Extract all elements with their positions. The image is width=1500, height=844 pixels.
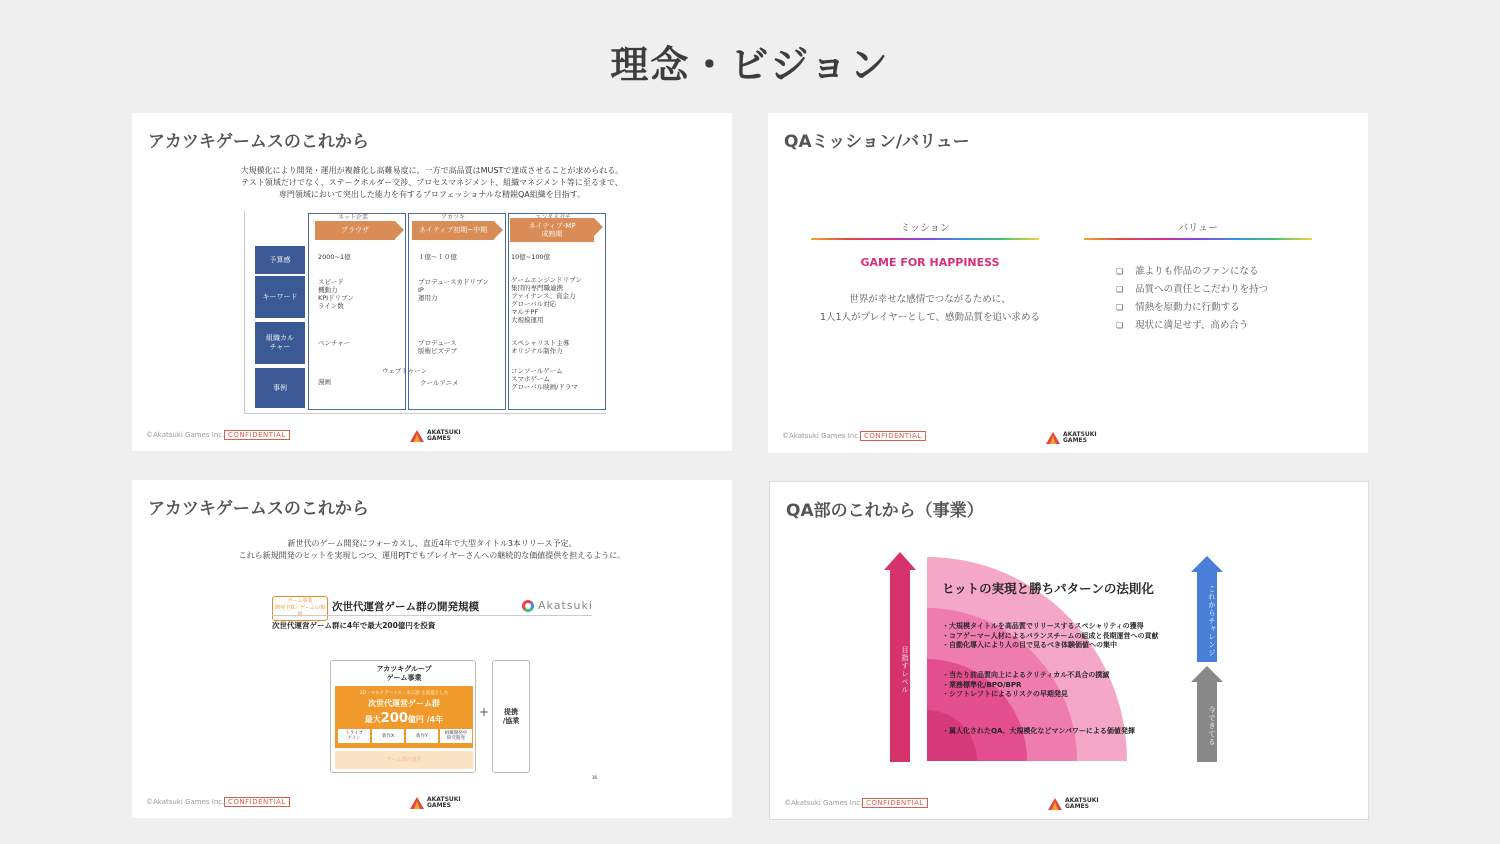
quarter-block-1: ・大規模タイトルを高品質でリリースするスペシャリティの獲得 ・コアゲーマー人材によるバランスチームの組成と長期運営への貢献 ・自動化導入により人の目で見るべき体験価値への集中 [942, 622, 1159, 649]
logo-line2: GAMES [427, 435, 451, 442]
akatsuki-games-logo [410, 797, 461, 809]
investment-amount [335, 711, 473, 726]
page-number: 36 [592, 775, 598, 780]
title-cells [338, 729, 472, 743]
logo-mark-icon [1046, 432, 1060, 444]
partnership-box: 提携 /協業 [492, 660, 530, 773]
confidential-badge: CONFIDENTIAL [860, 431, 926, 441]
arrow-label: 目指すレベル [890, 570, 910, 762]
arrow-up-icon [1191, 666, 1223, 682]
cell-keywords: ゲームエンジンドリブン 集団的専門職連携 ファイナンス、資金力 グローバル対応 マルチPF 大規模運用 [511, 276, 582, 324]
quarter-block-2: ・当たり前品質向上によるクリティカル不具合の撲滅 ・業務標準化/BPO/BPR ・シフトレフトによるリスクの早期発見 [942, 671, 1110, 698]
value-text: 現状に満足せず、高め合う [1135, 320, 1249, 331]
cell-examples: コンソールゲーム スマホゲーム グローバル映画/ドラマ [511, 367, 578, 391]
checkbox-icon: ❏ [1116, 267, 1124, 276]
list-item [1116, 281, 1268, 299]
quarter-title: ヒットの実現と勝ちパターンの法則化 [942, 581, 1154, 596]
value-list [1116, 263, 1268, 335]
slide-akatsuki-future-2[interactable] [132, 480, 732, 818]
cell-budget: 2000~1億 [318, 253, 351, 261]
column-header: ネット企業 [337, 214, 368, 221]
logo-line1: AKATSUKI [1065, 797, 1099, 804]
mission-divider [811, 238, 1039, 240]
value-text: 誰よりも作品のファンになる [1135, 266, 1259, 277]
brand-text: Akatsuki [538, 599, 593, 612]
row-label-examples: 事例 [255, 368, 305, 408]
list-item [1116, 263, 1268, 281]
arrow-label: 今できてる [1197, 682, 1217, 762]
logo-line2: GAMES [1065, 803, 1089, 810]
cell-culture: ベンチャー [318, 339, 351, 347]
group-business-box [330, 660, 476, 773]
slide-title: アカツキゲームスのこれから [148, 499, 369, 519]
title-cell: トライブ ナイン [338, 729, 370, 743]
existing-ops-box: ゲーム既存運営 [335, 751, 473, 769]
section-heading: 次世代運営ゲーム群の開発規模 [332, 601, 479, 613]
cell-budget: １億〜１０億 [418, 253, 457, 261]
checkbox-icon: ❏ [1116, 321, 1124, 330]
slide-intro: 新世代のゲーム開発にフォーカスし、直近4年で大型タイトル3本リリース予定。 これら新規開発のヒットを実現しつつ、運用PJTでもプレイヤーさんへの継続的な価値提供を担えるように。 [238, 539, 626, 560]
stage-arrow: ブラウザ [315, 221, 395, 240]
target-level-arrow [890, 552, 910, 762]
akatsuki-games-logo [1048, 798, 1099, 810]
group-title: アカツキグループ ゲーム事業 [376, 665, 432, 682]
value-text: 情熱を原動力に行動する [1135, 302, 1240, 313]
mission-line: 1人1人がプレイヤーとして、感動品質を追い求める [819, 312, 1041, 323]
value-text: 品質への責任とこだわりを持つ [1135, 284, 1269, 295]
next-gen-note: 3D・マルチデバイス・多言語 を前提とした [359, 691, 449, 696]
amount-value: 200 [380, 711, 408, 726]
plus-icon: + [479, 705, 490, 719]
checkbox-icon: ❏ [1116, 303, 1124, 312]
mission-line: 世界が幸せな感情でつながるために、 [849, 294, 1011, 305]
investment-subheading: 次世代運営ゲーム群に4年で最大200億円を投資 [272, 621, 436, 630]
slide-qa-future-business[interactable] [769, 481, 1369, 820]
title-cell: 新作Y [406, 729, 438, 743]
challenge-arrow [1197, 556, 1217, 662]
heading-divider [272, 615, 592, 616]
akatsuki-games-logo [410, 430, 461, 442]
copyright: ©Akatsuki Games Inc. [146, 798, 225, 806]
logo-line2: GAMES [1063, 437, 1087, 444]
quarter-block-3: ・属人化されたQA、大規模化などマンパワーによる価値発揮 [942, 727, 1135, 735]
row-label-budget: 予算感 [255, 246, 305, 274]
logo-line1: AKATSUKI [427, 429, 461, 436]
list-item [1116, 317, 1268, 335]
row-label-culture: 組織カル チャー [255, 322, 305, 364]
logo-line1: AKATSUKI [1063, 431, 1097, 438]
mission-statement: GAME FOR HAPPINESS [860, 256, 1000, 269]
value-divider [1084, 238, 1312, 240]
slide-intro: 大規模化により開発・運用が複雑化し高難易度に。一方で高品質はMUSTで達成させることが求められる。 テスト領域だけでなく、ステークホルダー交渉、プロセスマネジメント、組織マネジメント等に至るまで、 専門領域において突出した能力を有するプロフェッショナルな精鋭QA組織を目指す。 [240, 166, 624, 199]
row-label-keyword: キーワード [255, 276, 305, 318]
mission-description [810, 291, 1050, 327]
confidential-badge: CONFIDENTIAL [224, 797, 290, 807]
slide-title: アカツキゲームスのこれから [148, 132, 369, 152]
amount-prefix: 最大 [364, 715, 381, 724]
confidential-badge: CONFIDENTIAL [224, 430, 290, 440]
title-cell: 組織開発中 研究開発 [440, 729, 472, 743]
cell-examples: クールアニメ [420, 379, 459, 387]
stage-arrow: ネイティブ-MP 成熟期 [510, 218, 594, 242]
stage-arrow: ネイティブ初期~中期 [412, 221, 494, 240]
slide-title: QAミッション/バリュー [784, 132, 970, 152]
logo-line2: GAMES [427, 802, 451, 809]
value-label: バリュー [1178, 223, 1218, 234]
cell-culture: プロデュース 版権ビズデブ [418, 339, 457, 355]
amount-suffix: 億円 /4年 [407, 715, 444, 724]
confidential-badge: CONFIDENTIAL [862, 798, 928, 808]
cell-budget: 10億~100億 [511, 253, 551, 261]
checkbox-icon: ❏ [1116, 285, 1124, 294]
page-title: 理念・ビジョン [610, 43, 890, 87]
current-arrow [1197, 666, 1217, 762]
cell-keywords: プロデュースカドリブン IP 運用力 [418, 278, 489, 302]
akatsuki-ring-icon [522, 600, 534, 612]
akatsuki-brand [522, 599, 593, 612]
mission-label: ミッション [900, 223, 950, 234]
arrow-up-icon [1191, 556, 1223, 572]
next-gen-name: 次世代運営ゲーム群 [368, 699, 440, 708]
slide-title: QA部のこれから（事業） [786, 501, 984, 521]
cell-floating-example: ウェブトゥーン [382, 367, 427, 375]
title-cell: 新作X [372, 729, 404, 743]
cell-culture: スペシャリスト主導 オリジナル制作力 [511, 339, 570, 355]
logo-mark-icon [410, 430, 424, 442]
logo-mark-icon [410, 797, 424, 809]
arrow-label: これからチャレンジ [1197, 572, 1217, 662]
copyright: ©Akatsuki Games Inc. [782, 432, 861, 440]
logo-line1: AKATSUKI [427, 796, 461, 803]
column-header: アカツキ [441, 214, 465, 221]
akatsuki-games-logo [1046, 432, 1097, 444]
business-badge: ゲーム事業 開発予算／ゲームの規 [272, 596, 328, 621]
slide-qa-mission-value[interactable] [768, 113, 1368, 453]
cell-examples: 漫画 [318, 378, 331, 386]
list-item [1116, 299, 1268, 317]
next-gen-games-box [335, 686, 473, 748]
slide-akatsuki-future-1[interactable] [132, 113, 732, 451]
logo-mark-icon [1048, 798, 1062, 810]
copyright: ©Akatsuki Games Inc. [784, 799, 863, 807]
arrow-up-icon [884, 552, 916, 570]
copyright: ©Akatsuki Games Inc. [146, 431, 225, 439]
cell-keywords: スピード 機動力 KPIドリブン ライン数 [318, 278, 354, 310]
